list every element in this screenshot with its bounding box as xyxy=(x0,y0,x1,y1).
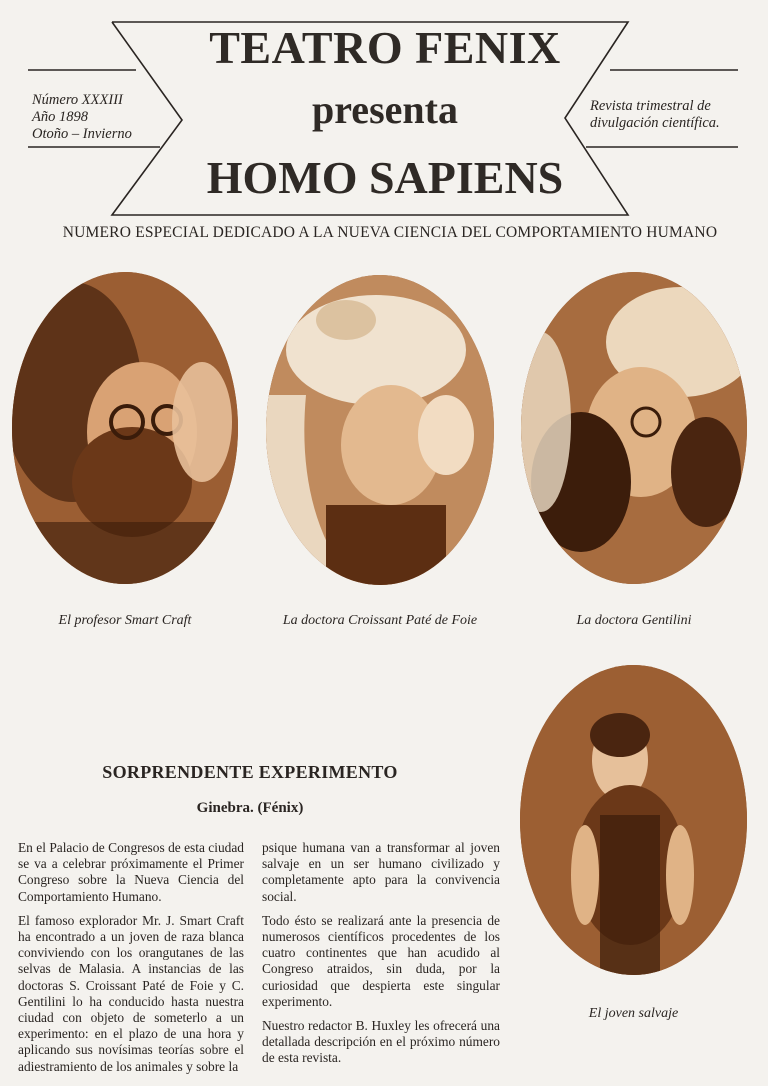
article-column-1 xyxy=(18,840,244,1083)
review-description: Revista trimestral de divulgación científica. xyxy=(590,98,720,131)
caption-doctora-croissant: La doctora Croissant Paté de Foie xyxy=(282,613,478,628)
portrait-joven-salvaje-photo xyxy=(520,665,747,975)
masthead-title-presenta: presenta xyxy=(312,87,458,132)
issue-number: Número XXXIII xyxy=(32,92,123,108)
article-byline: Ginebra. (Fénix) xyxy=(196,800,304,816)
article-paragraph: En el Palacio de Congresos de esta ciudad se va a celebrar próximamente el Primer Congreso sobre la Nueva Ciencia del Comportamiento Humano. xyxy=(18,840,244,904)
caption-joven-salvaje: El joven salvaje xyxy=(588,1006,679,1021)
article-paragraph: Todo ésto se realizará ante la presencia de numerosos científicos procedentes de los cuatro continentes que han acudido al Congreso atraidos, sin duda, por la curiosidad que despierta este singular experimento. xyxy=(262,912,500,1009)
special-issue-subheading: NUMERO ESPECIAL DEDICADO A LA NUEVA CIENCIA DEL COMPORTAMIENTO HUMANO xyxy=(62,224,718,241)
article-paragraph: psique humana van a transformar al joven salvaje en un ser humano civilizado y completamente apto para la convivencia social. xyxy=(262,840,500,904)
article-column-2 xyxy=(262,840,500,1075)
portrait-professor-photo xyxy=(12,272,238,584)
article-paragraph: Nuestro redactor B. Huxley les ofrecerá una detallada descripción en el próximo número de esta revista. xyxy=(262,1018,500,1066)
article-headline: SORPRENDENTE EXPERIMENTO xyxy=(102,762,398,782)
caption-professor: El profesor Smart Craft xyxy=(58,613,192,628)
masthead-title-show: HOMO SAPIENS xyxy=(206,152,564,203)
issue-info xyxy=(32,92,132,143)
portrait-doctora-gentilini-photo xyxy=(521,272,747,584)
issue-season: Otoño – Invierno xyxy=(32,126,132,142)
caption-doctora-gentilini: La doctora Gentilini xyxy=(576,613,692,628)
article-paragraph: El famoso explorador Mr. J. Smart Craft ha encontrado a un joven de raza blanca conviviendo con los orangutanes de las selvas de Malasia. A instancias de las doctoras S. Croissant Paté de Foie y C. Gentilini lo ha conducido hasta nuestra ciudad con objeto de someterlo a un experimento: en el plazo de una hora y aplicando sus novísimas teorías sobre el adiestramiento de los animales y sobre la xyxy=(18,912,244,1074)
portrait-doctora-croissant-photo xyxy=(266,275,494,585)
masthead-title-theatre: TEATRO FENIX xyxy=(209,22,561,73)
issue-year: Año 1898 xyxy=(32,109,88,125)
